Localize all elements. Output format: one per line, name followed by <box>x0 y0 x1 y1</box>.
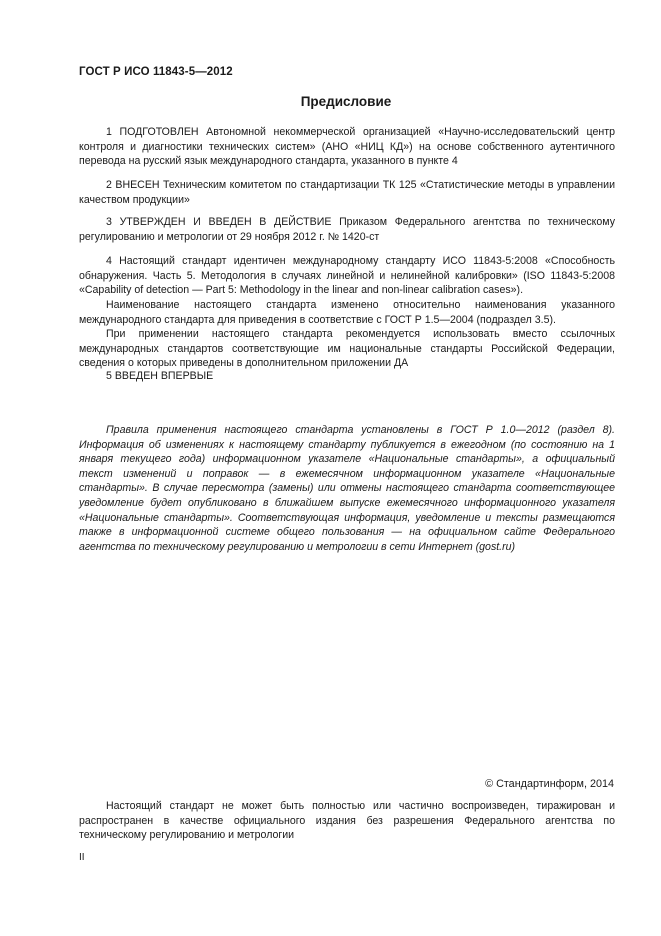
reproduction-rights-notice: Настоящий стандарт не может быть полностью или частично воспроизведен, тиражирован и распространен в качестве официального издания без разрешения Федерального агентства по техническому регулированию и метрологии <box>79 800 615 842</box>
page-number: II <box>79 852 85 863</box>
paragraph-3-approved: 3 УТВЕРЖДЕН И ВВЕДЕН В ДЕЙСТВИЕ Приказом Федерального агентства по техническому регулированию и метрологии от 29 ноября 2012 г. № 1420-ст <box>79 216 615 243</box>
paragraph-4-identical: 4 Настоящий стандарт идентичен международному стандарту ИСО 11843-5:2008 «Способность обнаружения. Часть 5. Методология в случаях линейной и нелинейной калибровки» (ISO 11843-5:2008 «Capability of detection — Part 5: Methodology in the linear and non-linear calibration cases»). <box>79 255 615 297</box>
copyright-line: © Стандартинформ, 2014 <box>485 778 614 790</box>
paragraph-2-submitted: 2 ВНЕСЕН Техническим комитетом по стандартизации ТК 125 «Статистические методы в управлении качеством продукции» <box>79 179 615 206</box>
document-code: ГОСТ Р ИСО 11843-5—2012 <box>79 66 233 78</box>
paragraph-4-references: При применении настоящего стандарта рекомендуется использовать вместо ссылочных международных стандартов соответствующие им национальные стандарты Российской Федерации, сведения о которых приведены в дополнительном приложении ДА <box>79 328 615 370</box>
paragraph-5-first-introduced: 5 ВВЕДЕН ВПЕРВЫЕ <box>106 370 214 382</box>
section-title: Предисловие <box>300 94 392 109</box>
paragraph-4-name-change: Наименование настоящего стандарта изменено относительно наименования указанного международного стандарта для приведения в соответствие с ГОСТ Р 1.5—2004 (подраздел 3.5). <box>79 299 615 326</box>
paragraph-1-prepared: 1 ПОДГОТОВЛЕН Автономной некоммерческой организацией «Научно-исследовательский центр контроля и диагностики технических систем» (АНО «НИЦ КД») на основе собственного аутентичного перевода на русский язык международного стандарта, указанного в пункте 4 <box>79 126 615 168</box>
application-rules-notice: Правила применения настоящего стандарта установлены в ГОСТ Р 1.0—2012 (раздел 8). Информация об изменениях к настоящему стандарту публикуется в ежегодном (по состоянию на 1 января текущего года) информационном указателе «Национальные стандарты», а официальный текст изменений и поправок — в ежемесячном информационном указателе «Национальные стандарты». В случае пересмотра (замены) или отмены настоящего стандарта соответствующее уведомление будет опубликовано в ближайшем выпуске ежемесячного информационного указателя «Национальные стандарты». Соответствующая информация, уведомление и тексты размещаются также в информационной системе общего пользования — на официальном сайте Федерального агентства по техническому регулированию и метрологии в сети Интернет (gost.ru) <box>79 424 615 553</box>
